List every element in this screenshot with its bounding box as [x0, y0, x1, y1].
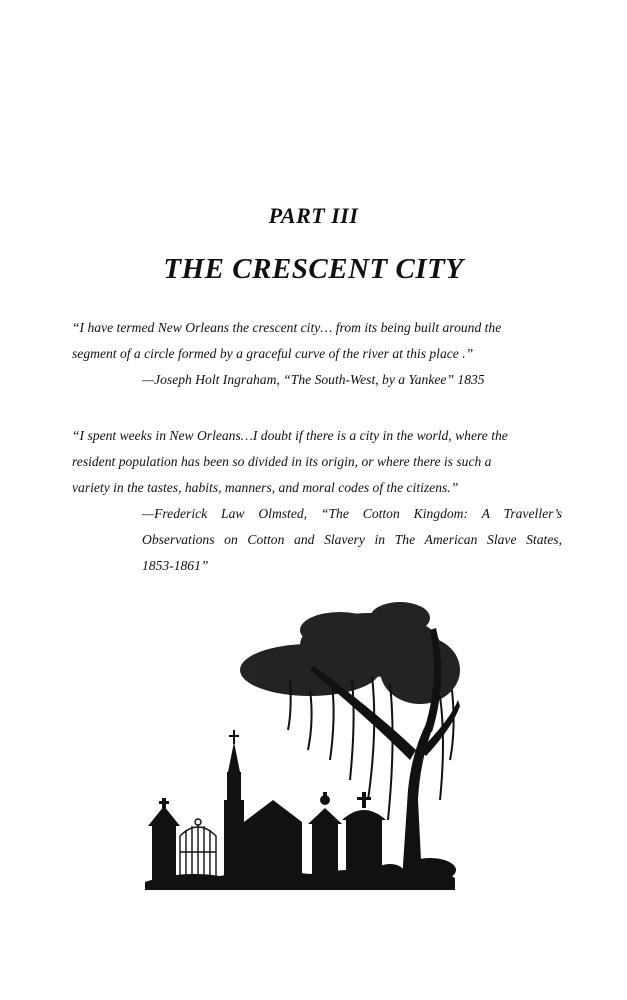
attribution-olmsted	[142, 501, 562, 579]
part-label: PART III	[268, 203, 359, 228]
tomb-middle	[308, 792, 342, 878]
attribution-line: Observations on Cotton and Slavery in The American Slave States,	[142, 532, 562, 547]
quote-line: “I spent weeks in New Orleans…I doubt if there is a city in the world, where the	[72, 428, 508, 443]
iron-gate	[180, 819, 216, 880]
shrubs	[376, 858, 456, 882]
church	[224, 730, 302, 880]
quote-line: resident population has been so divided in its origin, or where there is such a	[72, 454, 492, 469]
cemetery-silhouette-illustration	[140, 600, 460, 890]
quote-line: variety in the tastes, habits, manners, and moral codes of the citizens.”	[72, 480, 459, 495]
page-title: THE CRESCENT CITY	[163, 253, 464, 285]
quote-line: “I have termed New Orleans the crescent city… from its being built around the	[72, 320, 502, 335]
tomb-right	[342, 792, 386, 878]
tree-canopy	[240, 602, 460, 704]
quote-olmsted	[72, 423, 562, 501]
attribution-line: —Frederick Law Olmsted, “The Cotton Kingdom: A Traveller’s	[142, 506, 562, 521]
attribution-line: 1853-1861”	[142, 558, 209, 573]
quote-line: segment of a circle formed by a graceful curve of the river at this place .”	[72, 346, 474, 361]
quote-ingraham	[72, 315, 562, 367]
tomb-left	[148, 798, 180, 880]
attribution-ingraham: —Joseph Holt Ingraham, “The South-West, by a Yankee” 1835	[142, 372, 485, 387]
